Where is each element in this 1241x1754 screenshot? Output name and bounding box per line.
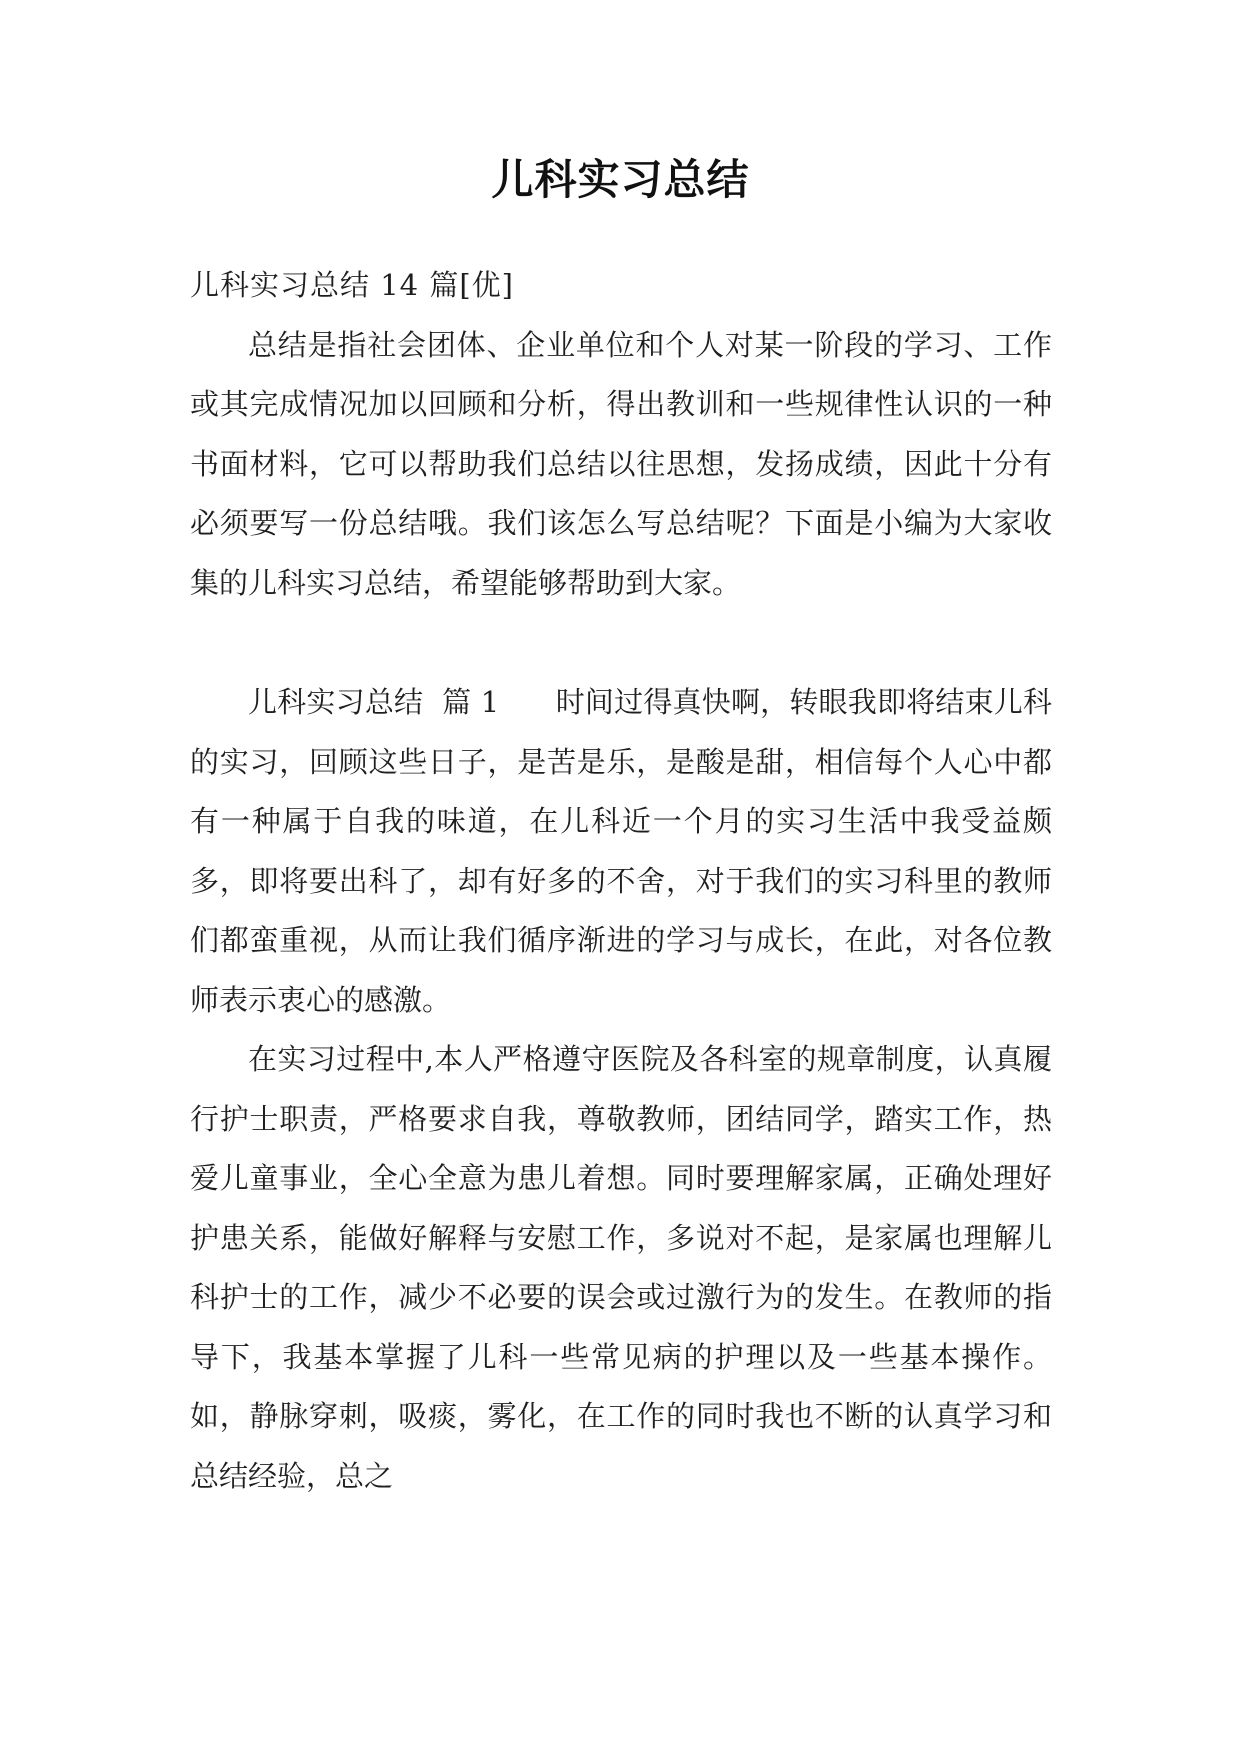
section-1-paragraph: 儿科实习总结 篇 1 时间过得真快啊，转眼我即将结束儿科的实习，回顾这些日子，是苦是乐，是酸是甜，相信每个人心中都有一种属于自我的味道，在儿科近一个月的实习生活中我受益颇多，即将要出科了，却有好多的不舍，对于我们的实习科里的教师们都蛮重视，从而让我们循序渐进的学习与成长，在此，对各位教师表示衷心的感激。: [190, 685, 1052, 1017]
section-1-paragraph-2: 在实习过程中,本人严格遵守医院及各科室的规章制度，认真履行护士职责，严格要求自我，尊敬教师，团结同学，踏实工作，热爱儿童事业，全心全意为患儿着想。同时要理解家属，正确处理好护患关系，能做好解释与安慰工作，多说对不起，是家属也理解儿科护士的工作，减少不必要的误会或过激行为的发生。在教师的指导下，我基本掌握了儿科一些常见病的护理以及一些基本操作。如，静脉穿刺，吸痰，雾化，在工作的同时我也不断的认真学习和总结经验，总之: [190, 1042, 1052, 1493]
intro-paragraph: 总结是指社会团体、企业单位和个人对某一阶段的学习、工作或其完成情况加以回顾和分析，得出教训和一些规律性认识的一种书面材料，它可以帮助我们总结以往思想，发扬成绩，因此十分有必须要写一份总结哦。我们该怎么写总结呢？下面是小编为大家收集的儿科实习总结，希望能够帮助到大家。: [190, 327, 1052, 600]
document-body: [190, 256, 1052, 1506]
document-subtitle: 儿科实习总结 14 篇[优]: [190, 268, 514, 302]
document-title: 儿科实习总结: [491, 155, 750, 204]
